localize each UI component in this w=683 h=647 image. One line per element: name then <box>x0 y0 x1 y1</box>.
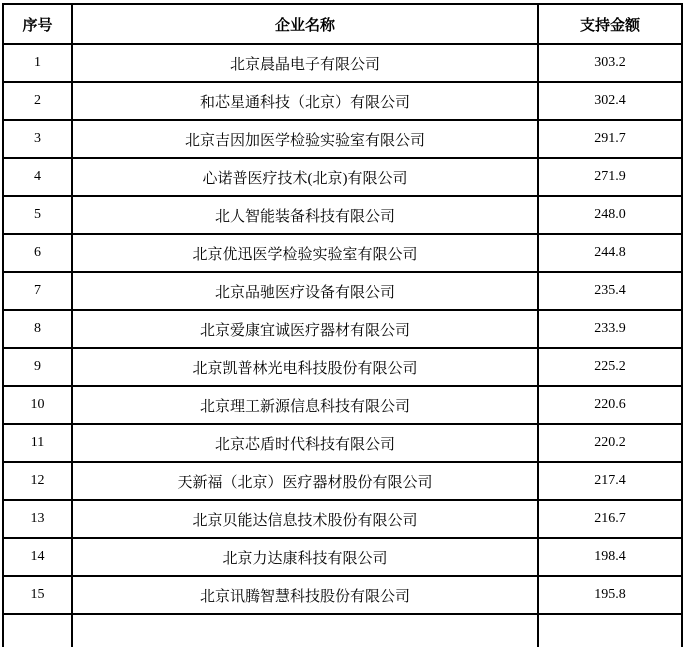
column-header-support-amount: 支持金额 <box>538 4 682 44</box>
table-row <box>3 120 682 158</box>
row-number-cell <box>3 614 72 647</box>
row-number-cell: 7 <box>3 272 72 310</box>
column-header-serial-number: 序号 <box>3 4 72 44</box>
company-name-cell: 心诺普医疗技术(北京)有限公司 <box>72 158 538 196</box>
table-row <box>3 196 682 234</box>
table-header <box>3 4 682 44</box>
table-row <box>3 82 682 120</box>
table-row <box>3 500 682 538</box>
row-number-cell: 11 <box>3 424 72 462</box>
company-name-cell: 北京凯普林光电科技股份有限公司 <box>72 348 538 386</box>
amount-cell: 235.4 <box>538 272 682 310</box>
table-row <box>3 424 682 462</box>
company-name-cell: 天新福（北京）医疗器材股份有限公司 <box>72 462 538 500</box>
row-number-cell: 9 <box>3 348 72 386</box>
company-name-cell: 北人智能装备科技有限公司 <box>72 196 538 234</box>
table-row <box>3 462 682 500</box>
table-row <box>3 348 682 386</box>
amount-cell: 303.2 <box>538 44 682 82</box>
row-number-cell: 15 <box>3 576 72 614</box>
row-number-cell: 8 <box>3 310 72 348</box>
row-number-cell: 1 <box>3 44 72 82</box>
company-name-cell: 北京品驰医疗设备有限公司 <box>72 272 538 310</box>
amount-cell: 217.4 <box>538 462 682 500</box>
table-row <box>3 310 682 348</box>
row-number-cell: 13 <box>3 500 72 538</box>
company-name-cell: 北京吉因加医学检验实验室有限公司 <box>72 120 538 158</box>
table-row <box>3 386 682 424</box>
row-number-cell: 14 <box>3 538 72 576</box>
amount-cell: 302.4 <box>538 82 682 120</box>
row-number-cell: 2 <box>3 82 72 120</box>
amount-cell: 233.9 <box>538 310 682 348</box>
amount-cell: 216.7 <box>538 500 682 538</box>
amount-cell: 271.9 <box>538 158 682 196</box>
support-amount-table <box>2 3 683 647</box>
company-name-cell: 北京优迅医学检验实验室有限公司 <box>72 234 538 272</box>
clipped-partial-row <box>3 614 682 647</box>
table-row <box>3 538 682 576</box>
company-name-cell: 北京贝能达信息技术股份有限公司 <box>72 500 538 538</box>
row-number-cell: 4 <box>3 158 72 196</box>
company-name-cell: 北京理工新源信息科技有限公司 <box>72 386 538 424</box>
company-name-cell: 北京爱康宜诚医疗器材有限公司 <box>72 310 538 348</box>
amount-cell: 291.7 <box>538 120 682 158</box>
amount-cell <box>538 614 682 647</box>
amount-cell: 248.0 <box>538 196 682 234</box>
amount-cell: 244.8 <box>538 234 682 272</box>
row-number-cell: 10 <box>3 386 72 424</box>
clipped-row-container <box>3 614 682 647</box>
amount-cell: 220.2 <box>538 424 682 462</box>
amount-cell: 198.4 <box>538 538 682 576</box>
company-name-cell: 北京力达康科技有限公司 <box>72 538 538 576</box>
company-name-cell: 北京讯腾智慧科技股份有限公司 <box>72 576 538 614</box>
amount-cell: 220.6 <box>538 386 682 424</box>
amount-cell: 225.2 <box>538 348 682 386</box>
row-number-cell: 6 <box>3 234 72 272</box>
company-name-cell: 北京晨晶电子有限公司 <box>72 44 538 82</box>
table-row <box>3 158 682 196</box>
company-name-cell: 和芯星通科技（北京）有限公司 <box>72 82 538 120</box>
row-number-cell: 3 <box>3 120 72 158</box>
company-name-cell: 北京芯盾时代科技有限公司 <box>72 424 538 462</box>
table-body <box>3 44 682 614</box>
row-number-cell: 5 <box>3 196 72 234</box>
table-row <box>3 272 682 310</box>
company-name-cell <box>72 614 538 647</box>
table-row <box>3 44 682 82</box>
header-row <box>3 4 682 44</box>
table-row <box>3 234 682 272</box>
table-row <box>3 576 682 614</box>
amount-cell: 195.8 <box>538 576 682 614</box>
column-header-company-name: 企业名称 <box>72 4 538 44</box>
row-number-cell: 12 <box>3 462 72 500</box>
